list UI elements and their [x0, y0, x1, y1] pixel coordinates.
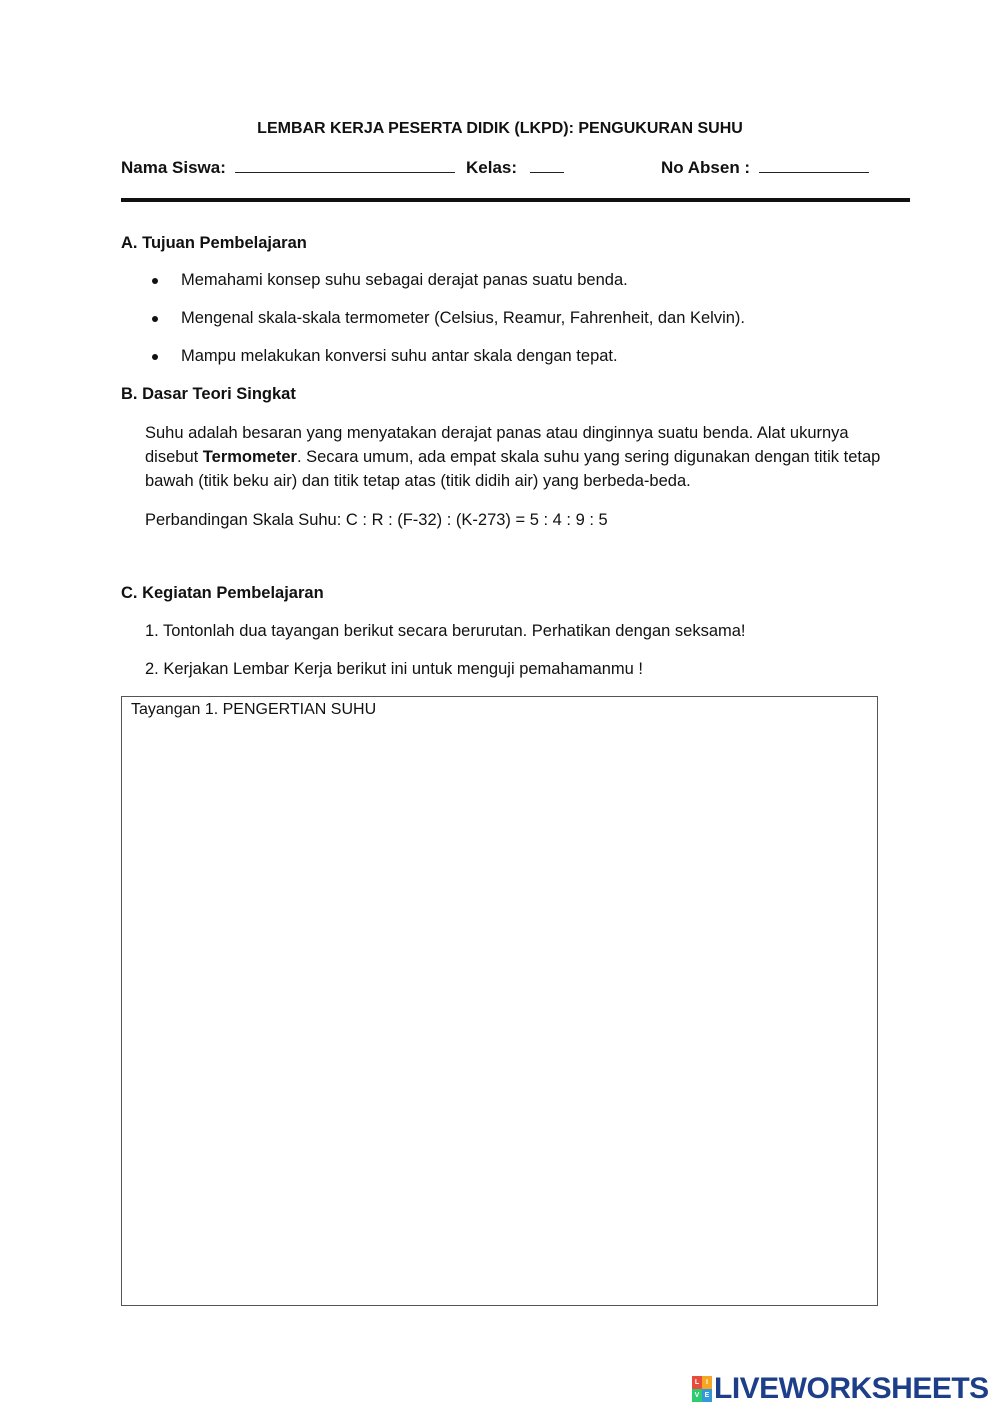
list-item [121, 346, 745, 367]
bullet-icon [152, 278, 158, 284]
class-label: Kelas: [466, 158, 518, 177]
section-c-heading: C. Kegiatan Pembelajaran [121, 584, 324, 602]
video-embed-box[interactable] [121, 696, 878, 1306]
learning-objectives-list [121, 270, 745, 384]
list-item-text: Mampu melakukan konversi suhu antar skala dengan tepat. [181, 347, 618, 365]
video-label: Tayangan 1. PENGERTIAN SUHU [131, 701, 377, 718]
absen-label: No Absen : [661, 158, 751, 177]
header-divider [121, 198, 910, 202]
worksheet-title: LEMBAR KERJA PESERTA DIDIK (LKPD): PENGUKURAN SUHU [257, 120, 743, 137]
absen-blank[interactable] [759, 157, 869, 173]
section-b-heading: B. Dasar Teori Singkat [121, 385, 296, 403]
theory-text-1: Suhu adalah besaran yang menyatakan derajat panas atau dinginnya suatu benda. Alat ukurnya disebut [145, 424, 849, 466]
logo-tile-i: I [702, 1376, 712, 1389]
bullet-icon [152, 354, 158, 360]
logo-tile-v: V [692, 1389, 702, 1402]
class-blank[interactable] [530, 157, 564, 173]
student-name-blank[interactable] [235, 157, 455, 173]
list-item [121, 308, 745, 329]
list-item [121, 270, 745, 291]
theory-term: Termometer [202, 448, 297, 466]
liveworksheets-icon [692, 1376, 712, 1402]
theory-paragraph [145, 421, 895, 493]
section-a-heading: A. Tujuan Pembelajaran [121, 234, 307, 252]
absen-field [661, 157, 869, 178]
list-item-text: Mengenal skala-skala termometer (Celsius, Reamur, Fahrenheit, dan Kelvin). [181, 309, 745, 327]
liveworksheets-wordmark: LIVEWORKSHEETS [714, 1372, 989, 1405]
scale-ratio-text: Perbandingan Skala Suhu: C : R : (F-32) : (K-273) = 5 : 4 : 9 : 5 [145, 511, 608, 529]
theory-text-2: . Secara umum, ada empat skala suhu yang sering digunakan dengan titik tetap bawah (titik beku air) dan titik tetap atas (titik didih air) yang berbeda-beda. [145, 448, 881, 490]
logo-tile-l: L [692, 1376, 702, 1389]
logo-tile-e: E [702, 1389, 712, 1402]
list-item-text: Memahami konsep suhu sebagai derajat panas suatu benda. [181, 271, 628, 289]
class-field [466, 157, 564, 178]
activity-step-1: 1. Tontonlah dua tayangan berikut secara berurutan. Perhatikan dengan seksama! [145, 622, 746, 640]
student-name-label: Nama Siswa: [121, 158, 226, 177]
student-name-field [121, 157, 455, 178]
activity-step-2: 2. Kerjakan Lembar Kerja berikut ini untuk menguji pemahamanmu ! [145, 660, 644, 678]
bullet-icon [152, 316, 158, 322]
liveworksheets-logo [692, 1374, 989, 1404]
